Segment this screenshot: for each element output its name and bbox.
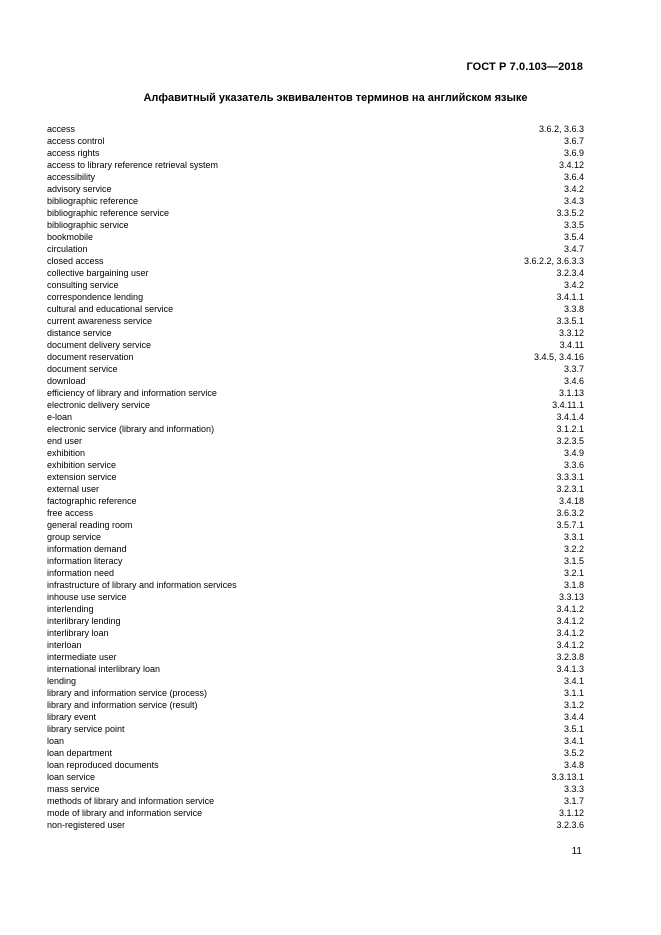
index-reference: 3.4.1.2 xyxy=(556,640,584,650)
index-entry xyxy=(47,531,584,543)
index-reference: 3.3.7 xyxy=(563,364,584,374)
index-reference: 3.4.4 xyxy=(563,712,584,722)
index-reference: 3.4.2 xyxy=(563,184,584,194)
index-term: advisory service xyxy=(47,184,112,194)
index-term: loan xyxy=(47,736,65,746)
index-term: bibliographic service xyxy=(47,220,129,230)
index-entry xyxy=(47,639,584,651)
index-entry xyxy=(47,399,584,411)
index-reference: 3.2.3.4 xyxy=(556,268,584,278)
index-term: efficiency of library and information service xyxy=(47,388,217,398)
index-term: international interlibrary loan xyxy=(47,664,161,674)
index-entry xyxy=(47,771,584,783)
index-reference: 3.1.2.1 xyxy=(556,424,584,434)
index-entry xyxy=(47,687,584,699)
index-reference: 3.6.2, 3.6.3 xyxy=(538,124,584,134)
index-term: access to library reference retrieval system xyxy=(47,160,219,170)
index-reference: 3.4.3 xyxy=(563,196,584,206)
index-entry xyxy=(47,423,584,435)
index-term: information literacy xyxy=(47,556,123,566)
index-entry xyxy=(47,159,584,171)
index-term: external user xyxy=(47,484,100,494)
index-term: end user xyxy=(47,436,83,446)
index-reference: 3.1.12 xyxy=(558,808,584,818)
index-reference: 3.4.18 xyxy=(558,496,584,506)
index-term: free access xyxy=(47,508,94,518)
index-entry xyxy=(47,651,584,663)
index-entry xyxy=(47,783,584,795)
index-reference: 3.1.5 xyxy=(563,556,584,566)
index-reference: 3.4.12 xyxy=(558,160,584,170)
index-entry xyxy=(47,747,584,759)
index-entry xyxy=(47,147,584,159)
index-entry xyxy=(47,507,584,519)
index-entry xyxy=(47,219,584,231)
index-reference: 3.3.3 xyxy=(563,784,584,794)
index-term: correspondence lending xyxy=(47,292,144,302)
index-term: loan department xyxy=(47,748,113,758)
index-reference: 3.1.7 xyxy=(563,796,584,806)
index-reference: 3.3.13 xyxy=(558,592,584,602)
index-entry xyxy=(47,471,584,483)
index-reference: 3.2.3.6 xyxy=(556,820,584,830)
index-term: mode of library and information service xyxy=(47,808,203,818)
index-reference: 3.1.1 xyxy=(563,688,584,698)
index-reference: 3.4.11 xyxy=(559,340,584,350)
index-reference: 3.4.1.1 xyxy=(556,292,584,302)
index-entry xyxy=(47,279,584,291)
index-term: bibliographic reference xyxy=(47,196,139,206)
index-reference: 3.4.1.2 xyxy=(556,604,584,614)
index-term: loan reproduced documents xyxy=(47,760,159,770)
index-entry xyxy=(47,591,584,603)
index-term: access control xyxy=(47,136,105,146)
index-entry xyxy=(47,627,584,639)
index-reference: 3.4.2 xyxy=(563,280,584,290)
index-term: interlibrary lending xyxy=(47,616,121,626)
index-reference: 3.6.7 xyxy=(563,136,584,146)
index-reference: 3.3.8 xyxy=(563,304,584,314)
index-reference: 3.4.8 xyxy=(563,760,584,770)
index-entry xyxy=(47,171,584,183)
index-reference: 3.3.1 xyxy=(563,532,584,542)
index-term: library and information service (process) xyxy=(47,688,208,698)
index-reference: 3.4.1 xyxy=(563,736,584,746)
index-entry xyxy=(47,207,584,219)
index-entry xyxy=(47,603,584,615)
index-reference: 3.3.5.2 xyxy=(556,208,584,218)
index-term: loan service xyxy=(47,772,96,782)
index-entry xyxy=(47,243,584,255)
index-reference: 3.3.5.1 xyxy=(556,316,584,326)
index-reference: 3.4.1 xyxy=(563,676,584,686)
index-entry xyxy=(47,567,584,579)
index-entry xyxy=(47,699,584,711)
index-term: circulation xyxy=(47,244,88,254)
index-term: factographic reference xyxy=(47,496,137,506)
index-reference: 3.2.3.1 xyxy=(556,484,584,494)
index-entry xyxy=(47,315,584,327)
index-reference: 3.5.2 xyxy=(563,748,584,758)
index-term: closed access xyxy=(47,256,104,266)
index-entry xyxy=(47,375,584,387)
index-entry xyxy=(47,447,584,459)
index-entry xyxy=(47,363,584,375)
index-reference: 3.6.3.2 xyxy=(556,508,584,518)
term-index-list xyxy=(47,123,584,831)
index-reference: 3.2.3.8 xyxy=(556,652,584,662)
index-entry xyxy=(47,195,584,207)
index-term: extension service xyxy=(47,472,117,482)
index-entry xyxy=(47,435,584,447)
index-term: current awareness service xyxy=(47,316,153,326)
index-term: exhibition xyxy=(47,448,86,458)
index-term: general reading room xyxy=(47,520,133,530)
index-reference: 3.1.8 xyxy=(563,580,584,590)
index-reference: 3.4.6 xyxy=(563,376,584,386)
index-term: library and information service (result) xyxy=(47,700,198,710)
index-term: interlibrary loan xyxy=(47,628,109,638)
index-term: bookmobile xyxy=(47,232,94,242)
index-term: group service xyxy=(47,532,102,542)
index-reference: 3.4.1.2 xyxy=(556,616,584,626)
index-term: download xyxy=(47,376,86,386)
index-reference: 3.4.7 xyxy=(563,244,584,254)
index-entry xyxy=(47,615,584,627)
index-entry xyxy=(47,327,584,339)
index-entry xyxy=(47,543,584,555)
page-number: 11 xyxy=(571,846,582,857)
index-reference: 3.4.9 xyxy=(563,448,584,458)
index-entry xyxy=(47,339,584,351)
index-reference: 3.5.7.1 xyxy=(556,520,584,530)
index-reference: 3.2.1 xyxy=(563,568,584,578)
index-reference: 3.1.2 xyxy=(563,700,584,710)
index-reference: 3.4.1.2 xyxy=(556,628,584,638)
index-term: information demand xyxy=(47,544,127,554)
index-entry xyxy=(47,231,584,243)
index-term: electronic delivery service xyxy=(47,400,151,410)
index-term: cultural and educational service xyxy=(47,304,174,314)
index-entry xyxy=(47,663,584,675)
index-term: library event xyxy=(47,712,97,722)
index-entry xyxy=(47,795,584,807)
index-reference: 3.4.1.4 xyxy=(556,412,584,422)
index-term: accessibility xyxy=(47,172,96,182)
index-term: information need xyxy=(47,568,115,578)
index-term: electronic service (library and information) xyxy=(47,424,215,434)
index-entry xyxy=(47,759,584,771)
index-term: intermediate user xyxy=(47,652,117,662)
index-reference: 3.1.13 xyxy=(558,388,584,398)
index-reference: 3.6.4 xyxy=(563,172,584,182)
index-reference: 3.2.2 xyxy=(563,544,584,554)
index-entry xyxy=(47,495,584,507)
index-term: document service xyxy=(47,364,118,374)
index-entry xyxy=(47,723,584,735)
index-entry xyxy=(47,519,584,531)
index-reference: 3.4.11.1 xyxy=(552,400,584,410)
index-reference: 3.3.3.1 xyxy=(556,472,584,482)
index-entry xyxy=(47,459,584,471)
index-reference: 3.5.4 xyxy=(563,232,584,242)
index-entry xyxy=(47,387,584,399)
index-term: mass service xyxy=(47,784,100,794)
index-term: consulting service xyxy=(47,280,119,290)
index-reference: 3.4.5, 3.4.16 xyxy=(533,352,584,362)
index-term: access xyxy=(47,124,76,134)
index-entry xyxy=(47,555,584,567)
index-term: interlending xyxy=(47,604,94,614)
index-entry xyxy=(47,183,584,195)
index-reference: 3.2.3.5 xyxy=(556,436,584,446)
index-entry xyxy=(47,255,584,267)
index-entry xyxy=(47,351,584,363)
index-term: non-registered user xyxy=(47,820,126,830)
index-entry xyxy=(47,675,584,687)
index-entry xyxy=(47,579,584,591)
index-entry xyxy=(47,819,584,831)
index-term: bibliographic reference service xyxy=(47,208,170,218)
index-reference: 3.3.13.1 xyxy=(551,772,584,782)
index-term: library service point xyxy=(47,724,125,734)
index-term: document delivery service xyxy=(47,340,152,350)
index-term: lending xyxy=(47,676,77,686)
index-term: inhouse use service xyxy=(47,592,127,602)
index-entry xyxy=(47,411,584,423)
index-term: exhibition service xyxy=(47,460,117,470)
index-term: access rights xyxy=(47,148,100,158)
index-reference: 3.3.12 xyxy=(558,328,584,338)
index-entry xyxy=(47,711,584,723)
index-term: interloan xyxy=(47,640,82,650)
index-term: infrastructure of library and information services xyxy=(47,580,237,590)
index-reference: 3.4.1.3 xyxy=(556,664,584,674)
index-term: collective bargaining user xyxy=(47,268,149,278)
index-entry xyxy=(47,483,584,495)
index-entry xyxy=(47,135,584,147)
index-entry xyxy=(47,291,584,303)
index-reference: 3.3.6 xyxy=(563,460,584,470)
index-term: methods of library and information service xyxy=(47,796,215,806)
index-entry xyxy=(47,735,584,747)
index-reference: 3.3.5 xyxy=(563,220,584,230)
index-entry xyxy=(47,123,584,135)
document-code: ГОСТ Р 7.0.103—2018 xyxy=(466,61,583,73)
index-reference: 3.6.9 xyxy=(563,148,584,158)
index-term: document reservation xyxy=(47,352,134,362)
index-term: e-loan xyxy=(47,412,73,422)
index-entry xyxy=(47,807,584,819)
index-entry xyxy=(47,267,584,279)
index-reference: 3.5.1 xyxy=(563,724,584,734)
page-title: Алфавитный указатель эквивалентов терминов на английском языке xyxy=(143,92,528,104)
index-reference: 3.6.2.2, 3.6.3.3 xyxy=(523,256,584,266)
index-entry xyxy=(47,303,584,315)
index-term: distance service xyxy=(47,328,112,338)
